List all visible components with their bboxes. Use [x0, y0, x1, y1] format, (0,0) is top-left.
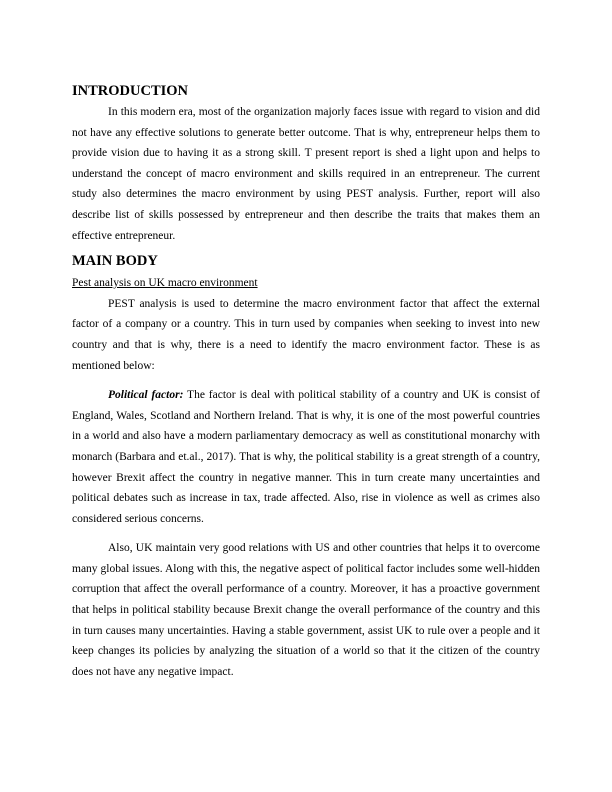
main-body-heading: MAIN BODY [72, 253, 158, 270]
political-factor-text: The factor is deal with political stability of a country and UK is consist of England, Wales, Scotland and Northern Ireland. That is why, it is one of the most powerful countries in a world and also have a modern parliamentary democracy as well as constitutional monarchy with monarch (Barbara and et.al., 2017). That is why, the political stability is a great strength of a country, however Brexit affect the country in negative manner. This in turn create many uncertainties and political debates such as increase in tax, trade affected. Also, rise in violence as well as crimes also considered serious concerns. [72, 389, 540, 525]
political-factor-paragraph [72, 385, 540, 529]
pest-intro-paragraph: PEST analysis is used to determine the macro environment factor that affect the external factor of a company or a country. This in turn used by companies when seeking to invest into new country and that is why, there is a need to identify the macro environment factor. These is as mentioned below: [72, 297, 540, 372]
document-page [72, 82, 540, 682]
introduction-heading: INTRODUCTION [72, 83, 189, 99]
uk-relations-paragraph: Also, UK maintain very good relations with US and other countries that helps it to overcome many global issues. Along with this, the negative aspect of political factor includes some well-hidden corruption that affect the overall performance of a country. Moreover, it has a proactive government that helps in political stability because Brexit change the overall performance of the country and this in turn causes many uncertainties. Having a stable government, assist UK to rule over a people and it keep changes its policies by analyzing the situation of a world so that it the citizen of the country does not have any negative impact. [72, 542, 540, 678]
introduction-paragraph: In this modern era, most of the organization majorly faces issue with regard to vision and did not have any effective solutions to generate better outcome. That is why, entrepreneur helps them to provide vision due to having it as a strong skill. T present report is shed a light upon and helps to understand the concept of macro environment and skills required in an entrepreneur. The current study also determines the macro environment by using PEST analysis. Further, report will also describe list of skills possessed by entrepreneur and then describe the traits that makes them an effective entrepreneur. [72, 106, 540, 242]
pest-analysis-subheading: Pest analysis on UK macro environment [72, 277, 258, 290]
political-factor-term: Political factor: [108, 389, 184, 402]
